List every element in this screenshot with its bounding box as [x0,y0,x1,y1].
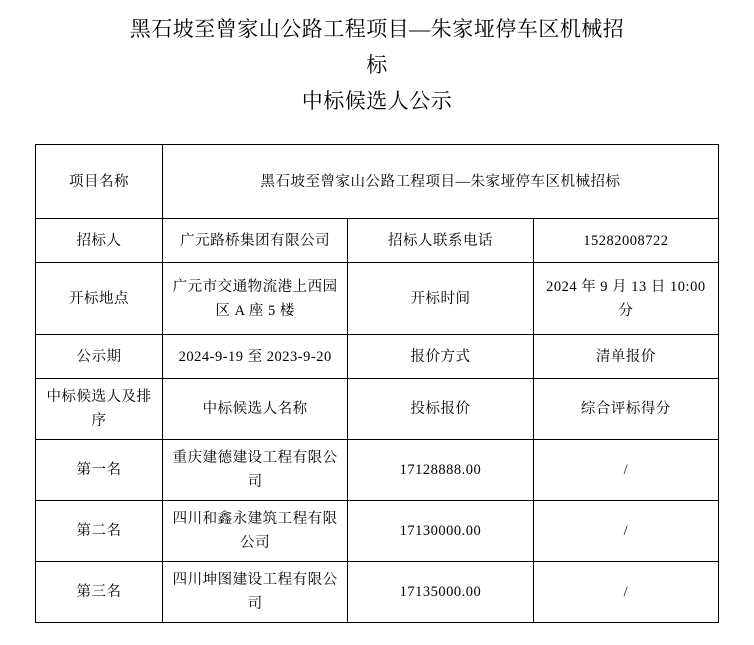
cell-rank-3: 第三名 [36,562,163,623]
cell-label-bid-opening-time: 开标时间 [348,263,533,335]
page-title-line2: 标 [366,53,388,77]
cell-label-project-name: 项目名称 [36,145,163,219]
page-title-line1: 黑石坡至曾家山公路工程项目—朱家垭停车区机械招 [129,17,625,41]
table-row-bid-opening-place [36,263,719,335]
table-row-candidate-1 [36,440,719,501]
table-row-bidder [36,219,719,263]
cell-score-1: / [533,440,718,501]
cell-candidate-name-1: 重庆建德建设工程有限公司 [163,440,348,501]
cell-header-candidate-name: 中标候选人名称 [163,379,348,440]
cell-label-bidder: 招标人 [36,219,163,263]
bid-info-table [35,144,719,623]
cell-candidate-name-3: 四川坤图建设工程有限公司 [163,562,348,623]
cell-rank-2: 第二名 [36,501,163,562]
cell-label-publicity-period: 公示期 [36,335,163,379]
cell-value-bid-opening-time: 2024 年 9 月 13 日 10:00 分 [533,263,718,335]
cell-label-bidder-phone: 招标人联系电话 [348,219,533,263]
cell-bid-price-1: 17128888.00 [348,440,533,501]
cell-value-bidder-phone: 15282008722 [533,219,718,263]
page-title [0,0,754,118]
cell-label-quote-method: 报价方式 [348,335,533,379]
cell-bid-price-2: 17130000.00 [348,501,533,562]
cell-rank-1: 第一名 [36,440,163,501]
table-row-candidates-header [36,379,719,440]
cell-header-score: 综合评标得分 [533,379,718,440]
cell-value-bidder: 广元路桥集团有限公司 [163,219,348,263]
cell-value-quote-method: 清单报价 [533,335,718,379]
table-row-candidate-3 [36,562,719,623]
cell-score-3: / [533,562,718,623]
cell-value-publicity-period: 2024-9-19 至 2023-9-20 [163,335,348,379]
cell-label-candidates-ranking: 中标候选人及排序 [36,379,163,440]
table-row-publicity-period [36,335,719,379]
table-row-candidate-2 [36,501,719,562]
cell-score-2: / [533,501,718,562]
cell-label-bid-opening-place: 开标地点 [36,263,163,335]
cell-candidate-name-2: 四川和鑫永建筑工程有限公司 [163,501,348,562]
table-row-project-name [36,145,719,219]
cell-bid-price-3: 17135000.00 [348,562,533,623]
page-title-line3: 中标候选人公示 [301,89,453,113]
info-table-container [35,144,719,623]
cell-header-bid-price: 投标报价 [348,379,533,440]
cell-value-bid-opening-place: 广元市交通物流港上西园区 A 座 5 楼 [163,263,348,335]
cell-value-project-name: 黑石坡至曾家山公路工程项目—朱家垭停车区机械招标 [163,145,719,219]
